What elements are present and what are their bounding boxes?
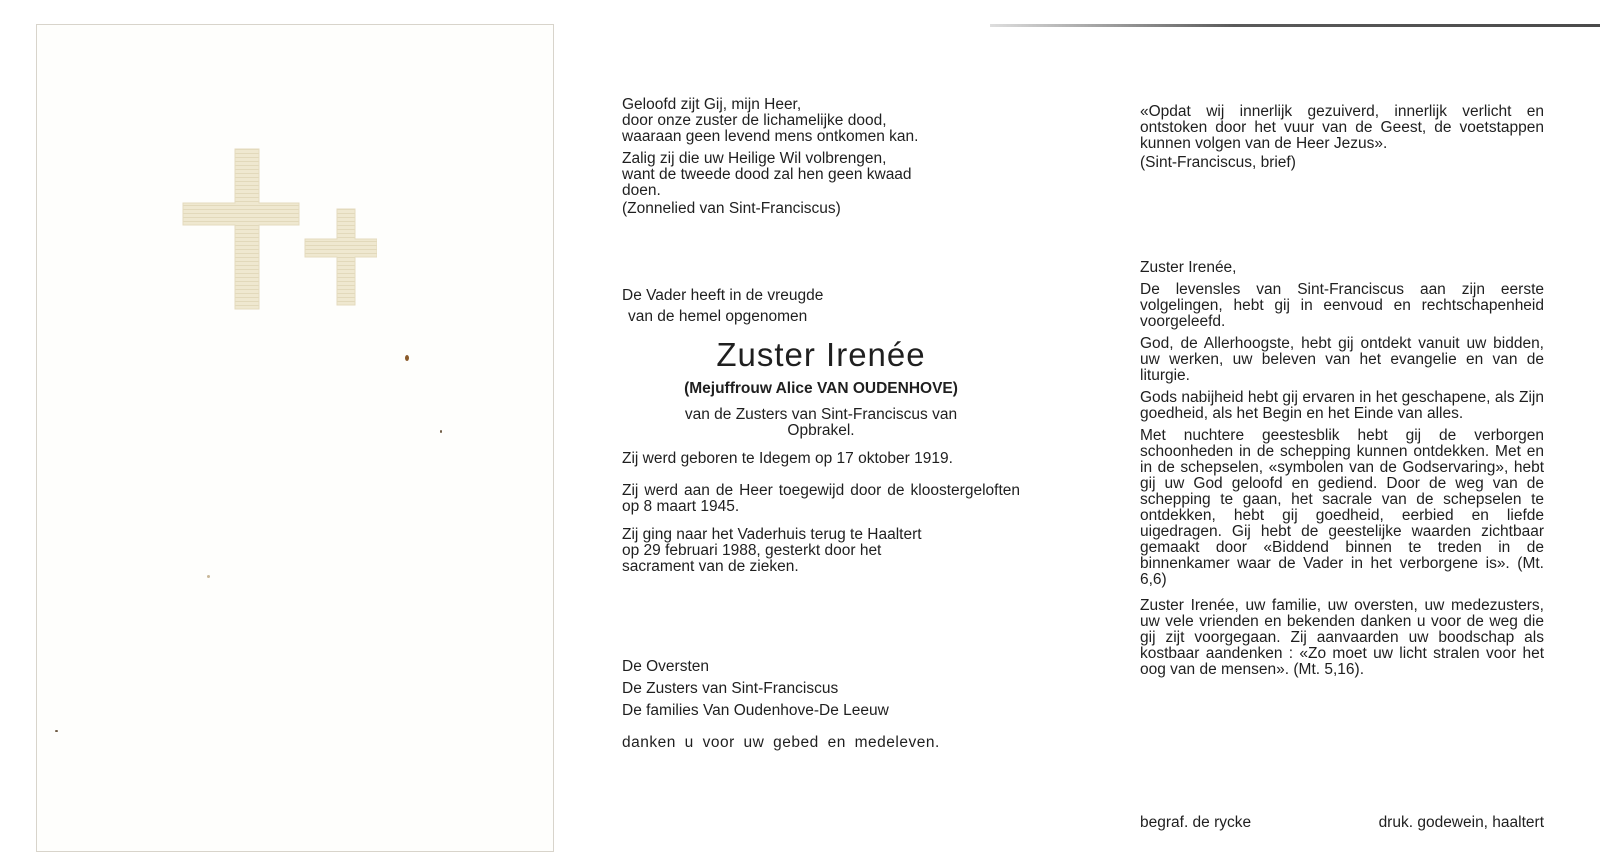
quote-source: (Sint-Franciscus, brief)	[1140, 154, 1296, 171]
credit-printer: druk. godewein, haaltert	[1378, 814, 1544, 831]
congregation-line: van de Zusters van Sint-Franciscus van	[684, 406, 958, 423]
congregation-line: Opbrakel.	[787, 422, 855, 439]
two-crosses-icon	[177, 145, 377, 320]
intro-line: van de hemel opgenomen	[628, 308, 808, 325]
paper-speck	[405, 355, 409, 361]
thanks-line: danken u voor uw gebed en medeleven.	[622, 734, 940, 751]
prayer-line: doen.	[622, 182, 661, 199]
quote-right	[1140, 104, 1544, 171]
paper-speck	[55, 730, 58, 732]
prayer-line: Geloofd zijt Gij, mijn Heer,	[622, 96, 802, 113]
prayer-line: Zalig zij die uw Heilige Wil volbrengen,	[622, 150, 887, 167]
signatory-line: De families Van Oudenhove-De Leeuw	[622, 702, 889, 719]
civil-name: (Mejuffrouw Alice VAN OUDENHOVE)	[684, 380, 958, 397]
prayer-line: waaraan geen levend mens ontkomen kan.	[622, 128, 919, 145]
address-paragraph: God, de Allerhoogste, hebt gij ontdekt vanuit uw bidden, uw werken, uw beleven van het evangelie en van de liturgie.	[1140, 335, 1544, 384]
death-line: Zij ging naar het Vaderhuis terug te Haaltert	[622, 526, 922, 543]
page-edge-line	[990, 24, 1600, 27]
announcement	[622, 288, 1020, 575]
paper-speck	[207, 575, 210, 578]
signatory-line: De Zusters van Sint-Franciscus	[622, 680, 839, 697]
vows-line: Zij werd aan de Heer toegewijd door de kloostergeloften op 8 maart 1945.	[622, 482, 1020, 515]
deceased-name: Zuster Irenée	[716, 336, 926, 373]
prayer-line: door onze zuster de lichamelijke dood,	[622, 112, 887, 129]
front-card	[36, 24, 554, 852]
signatory-line: De Oversten	[622, 658, 710, 675]
prayer-line: want de tweede dood zal hen geen kwaad	[622, 166, 912, 183]
address-paragraph: De levensles van Sint-Franciscus aan zijn eerste volgelingen, hebt gij in eenvoud en rechtschapenheid voorgeleefd.	[1140, 281, 1544, 330]
salutation: Zuster Irenée,	[1140, 259, 1237, 276]
prayer-left	[622, 97, 1020, 217]
death-line: sacrament van de zieken.	[622, 558, 799, 575]
death-line: op 29 februari 1988, gesterkt door het	[622, 542, 882, 559]
address-paragraph: Gods nabijheid hebt gij ervaren in het geschapene, als Zijn goedheid, als het Begin en het Einde van alles.	[1140, 389, 1544, 422]
address-paragraph: Met nuchtere geestesblik hebt gij de verborgen schoonheden in de schepping kunnen ontdekken. Met en in de schepselen, «symbolen van de Godservaring», hebt gij uw God geloofd en gediend. Door de weg van de schepping te gaan, het sacrale van de schepselen te ontdekken, hebt gij goedheid, eerbied en liefde uigedragen. Gij hebt de geestelijke waarden zichtbaar gemaakt door «Biddend binnen te treden in de binnenkamer waar de Vader in het verborgene is». (Mt. 6,6)	[1140, 427, 1544, 588]
birth-line: Zij werd geboren te Idegem op 17 oktober 1919.	[622, 450, 953, 467]
prayer-source: (Zonnelied van Sint-Franciscus)	[622, 200, 841, 217]
credit-funeral: begraf. de rycke	[1140, 814, 1252, 831]
quote-text: «Opdat wij innerlijk gezuiverd, innerlijk verlicht en ontstoken door het vuur van de Geest, de voetstappen kunnen volgen van de Heer Jezus».	[1140, 103, 1544, 152]
paper-speck	[440, 430, 442, 433]
address-paragraph: Zuster Irenée, uw familie, uw oversten, uw medezusters, uw vele vrienden en bekenden danken u voor de weg die gij zijt voorgegaan. Zij aanvaarden uw boodschap als kostbaar aandenken : «Zo moet uw licht stralen voor het oog van de mensen». (Mt. 5,16).	[1140, 597, 1544, 678]
signatories	[622, 656, 1020, 754]
address	[1140, 260, 1544, 678]
intro-line: De Vader heeft in de vreugde	[622, 287, 824, 304]
